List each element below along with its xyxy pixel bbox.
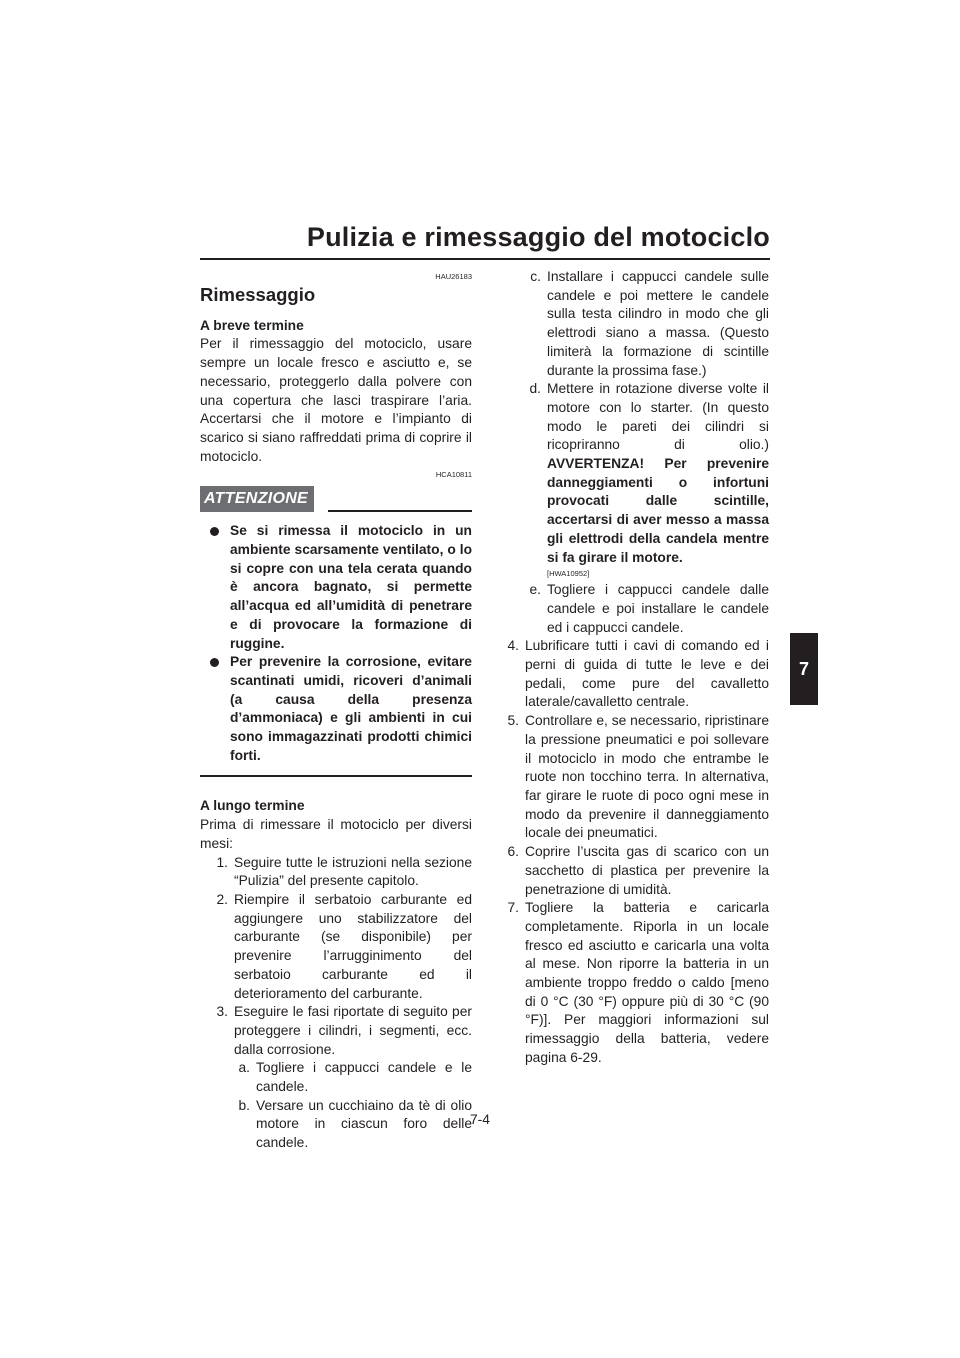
sub-list-item: c. Installare i cappucci candele sulle candele e poi mettere le candele sulla testa cilindro in modo che gli elettrodi siano a massa. (Questo limiterà la formazione di scintille durante la prossima fase.) [530,269,769,378]
list-item: 7. Togliere la batteria e caricarla completamente. Riporla in un locale fresco ed asciutto e caricarla una volta al mese. Non riporre la batteria in un ambiente troppo freddo o caldo [meno di 0 °C (30 °F) oppure più di 30 °C (90 °F)]. Per maggiori informazioni sul rimessaggio della batteria, vedere pagina 6-29. [507,900,769,1065]
sub-list-item: b. Versare un cucchiaino da tè di olio motore in ciascun foro delle candele. [238,1097,472,1151]
left-column [200,268,472,1153]
long-term-intro: Prima di rimessare il motociclo per diversi mesi: [200,817,472,851]
warning-text: AVVERTENZA! Per prevenire danneggiamenti o infortuni provocati dalle scintille, accertarsi di aver messo a massa gli elettrodi della candela mentre si fa girare il motore. [547,456,769,565]
sub-list-item: e. Togliere i cappucci candele dalle candele e poi installare le candele ed i cappucci candele. [529,582,769,635]
short-term-text: Per il rimessaggio del motociclo, usare sempre un locale fresco e asciutto e, se necessario, proteggerlo dalla polvere con una copertura che lasci traspirare l’aria. Accertarsi che il motore e l’impianto di scarico si siano raffreddati prima di coprire il motociclo. [200,336,472,464]
notice-list [200,522,472,765]
long-term-title: A lungo termine [200,798,305,814]
warning-code: [HWA10952] [547,569,590,579]
header-rule [200,258,770,260]
page-number: 7-4 [470,1112,490,1127]
right-column [497,268,769,1068]
section-title: Rimessaggio [200,284,316,305]
list-item: 3. Eseguire le fasi riportate di seguito per proteggere i cilindri, i segmenti, ecc. dalla corrosione. [216,1004,472,1057]
list-item: 4. Lubrificare tutti i cavi di comando ed i perni di guida di tutte le leve e dei pedali, come pure del cavalletto laterale/cavalletto centrale. [507,638,769,710]
list-item: 2. Riempire il serbatoio carburante ed aggiungere uno stabilizzatore del carburante (se disponibile) per prevenire l’arrugginimento del serbatoio carburante ed il deterioramento del carburante. [216,891,472,1001]
notice-bullet: Se si rimessa il motociclo in un ambiente scarsamente ventilato, o lo si copre con una tela cerata quando è ancora bagnato, si permette all’acqua ed all’umidità di penetrare e di provocare la formazione di ruggine. [200,522,472,653]
section-code: HAU26183 [435,272,472,281]
page-title: Pulizia e rimessaggio del motociclo [306,222,770,252]
short-term-title: A breve termine [200,317,304,333]
notice-rule [328,510,472,512]
notice-code: HCA10811 [435,470,472,480]
bullet-dot-icon [210,658,219,667]
notice-bullet: Per prevenire la corrosione, evitare scantinati umidi, ricoveri d’animali (a causa della presenza d’ammoniaca) e gli ambienti in cui sono immagazzinati prodotti chimici forti. [200,653,472,765]
notice-header [200,480,472,512]
notice-label: ATTENZIONE [200,486,314,512]
list-item: 1. Seguire tutte le istruzioni nella sezione “Pulizia” del presente capitolo. [216,854,472,889]
bullet-dot-icon [210,527,219,536]
sub-list-item: d. Mettere in rotazione diverse volte il motore con lo starter. (In questo modo le pareti dei cilindri si ricopriranno di olio.) AVVERTENZA! Per prevenire danneggiamenti o infortuni provocati dalle scintille, accertarsi di aver messo a massa gli elettrodi della candela mentre si fa girare il motore. [529,381,769,565]
chapter-tab: 7 [790,633,818,705]
list-item: 6. Coprire l’uscita gas di scarico con un sacchetto di plastica per prevenire la penetrazione di umidità. [507,844,769,897]
sub-list-item: a. Togliere i cappucci candele e le candele. [238,1060,472,1095]
list-item: 5. Controllare e, se necessario, ripristinare la pressione pneumatici e poi sollevare il motociclo in modo che entrambe le ruote non tocchino terra. In alternativa, far girare le ruote di poco ogni mese in modo da prevenire il danneggiamento locale dei pneumatici. [507,713,769,841]
